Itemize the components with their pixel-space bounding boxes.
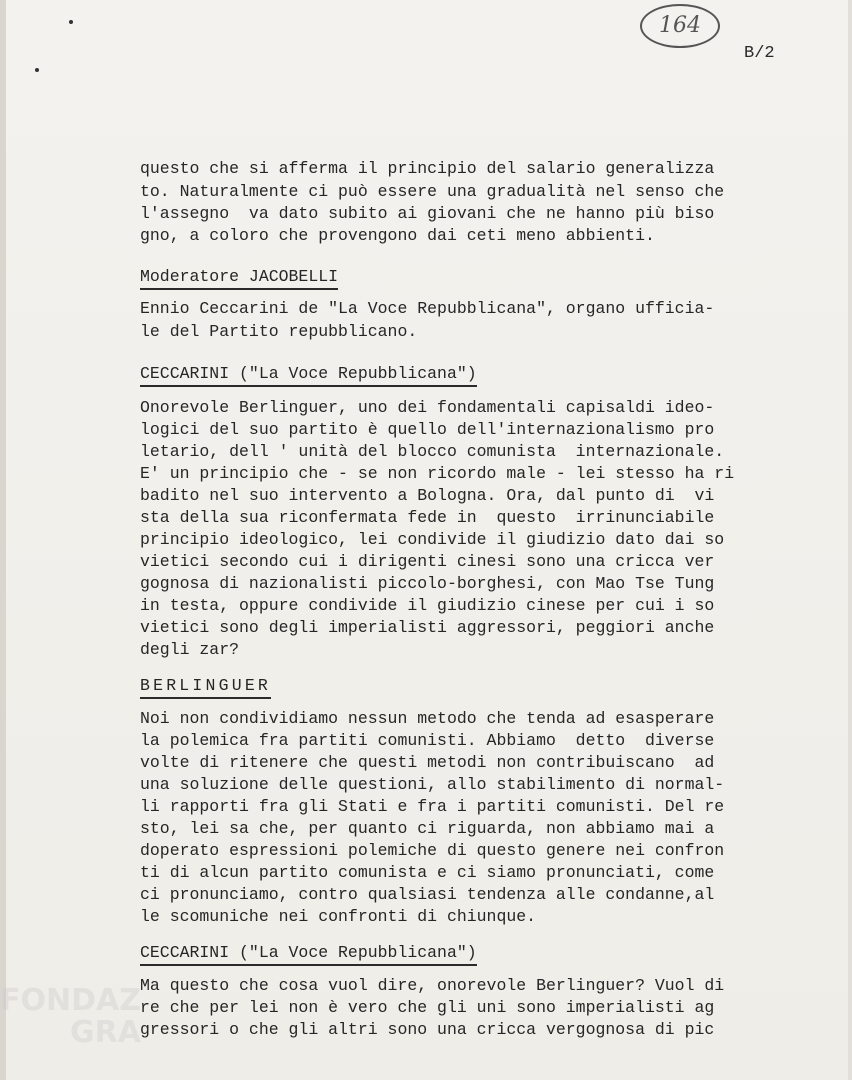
text-line: le del Partito repubblicano.	[140, 322, 418, 341]
page-edge-right	[848, 0, 852, 1080]
text-line: sto, lei sa che, per quanto ci riguarda, non abbiamo mai a	[140, 819, 715, 838]
ink-speck	[69, 20, 73, 24]
text-line: Ma questo che cosa vuol dire, onorevole Berlinguer? Vuol di	[140, 976, 725, 995]
text-line: in testa, oppure condivide il giudizio cinese per cui i so	[140, 596, 715, 615]
text-line: Onorevole Berlinguer, uno dei fondamentali capisaldi ideo-	[140, 398, 715, 417]
speaker-heading-berlinguer: BERLINGUER	[140, 675, 271, 699]
text-line: Noi non condividiamo nessun metodo che tenda ad esasperare	[140, 709, 715, 728]
text-line: re che per lei non è vero che gli uni sono imperialisti ag	[140, 998, 715, 1017]
page-reference: B/2	[744, 44, 775, 63]
text-line: le scomuniche nei confronti di chiunque.	[140, 907, 537, 926]
text-line: ci pronunciamo, contro qualsiasi tendenza alle condanne,al	[140, 885, 715, 904]
text-line: gno, a coloro che provengono dai ceti meno abbienti.	[140, 226, 655, 245]
text-line: l'assegno va dato subito ai giovani che ne hanno più biso	[140, 204, 715, 223]
text-line: ti di alcun partito comunista e ci siamo pronunciati, come	[140, 863, 715, 882]
text-line: principio ideologico, lei condivide il giudizio dato dai so	[140, 530, 725, 549]
text-line: vietici sono degli imperialisti aggressori, peggiori anche	[140, 618, 715, 637]
text-line: letario, dell ' unità del blocco comunista internazionale.	[140, 442, 725, 461]
text-line: sta della sua riconfermata fede in questo irrinunciabile	[140, 508, 715, 527]
page-edge-left	[0, 0, 6, 1080]
text-line: degli zar?	[140, 640, 240, 659]
text-line: logici del suo partito è quello dell'internazionalismo pro	[140, 420, 715, 439]
text-line: li rapporti fra gli Stati e fra i partiti comunisti. Del re	[140, 797, 725, 816]
text-line: una soluzione delle questioni, allo stabilimento di normal-	[140, 775, 725, 794]
archive-number-stamp: 164	[640, 4, 720, 48]
text-line: Ennio Ceccarini de "La Voce Repubblicana", organo ufficia-	[140, 299, 715, 318]
text-line: to. Naturalmente ci può essere una gradualità nel senso che	[140, 182, 725, 201]
watermark-line-1: FONDAZ	[0, 983, 141, 1018]
watermark-line-2: GRA	[70, 1015, 141, 1050]
text-line: doperato espressioni polemiche di questo genere nei confron	[140, 841, 725, 860]
speaker-heading-moderator: Moderatore JACOBELLI	[140, 266, 338, 290]
text-line: gognosa di nazionalisti piccolo-borghesi, con Mao Tse Tung	[140, 574, 715, 593]
text-line: E' un principio che - se non ricordo male - lei stesso ha ri	[140, 464, 735, 483]
text-line: badito nel suo intervento a Bologna. Ora, dal punto di vi	[140, 486, 715, 505]
text-line: la polemica fra partiti comunisti. Abbiamo detto diverse	[140, 731, 715, 750]
foundation-watermark	[0, 985, 141, 1049]
speaker-heading-ceccarini: CECCARINI ("La Voce Repubblicana")	[140, 363, 477, 387]
text-line: vietici secondo cui i dirigenti cinesi sono una cricca ver	[140, 552, 715, 571]
text-line: volte di ritenere che questi metodi non contribuiscano ad	[140, 753, 715, 772]
text-line: questo che si afferma il principio del salario generalizza	[140, 159, 715, 178]
speaker-heading-ceccarini: CECCARINI ("La Voce Repubblicana")	[140, 942, 477, 966]
ink-speck	[35, 68, 39, 72]
text-line: gressori o che gli altri sono una cricca vergognosa di pic	[140, 1020, 715, 1039]
